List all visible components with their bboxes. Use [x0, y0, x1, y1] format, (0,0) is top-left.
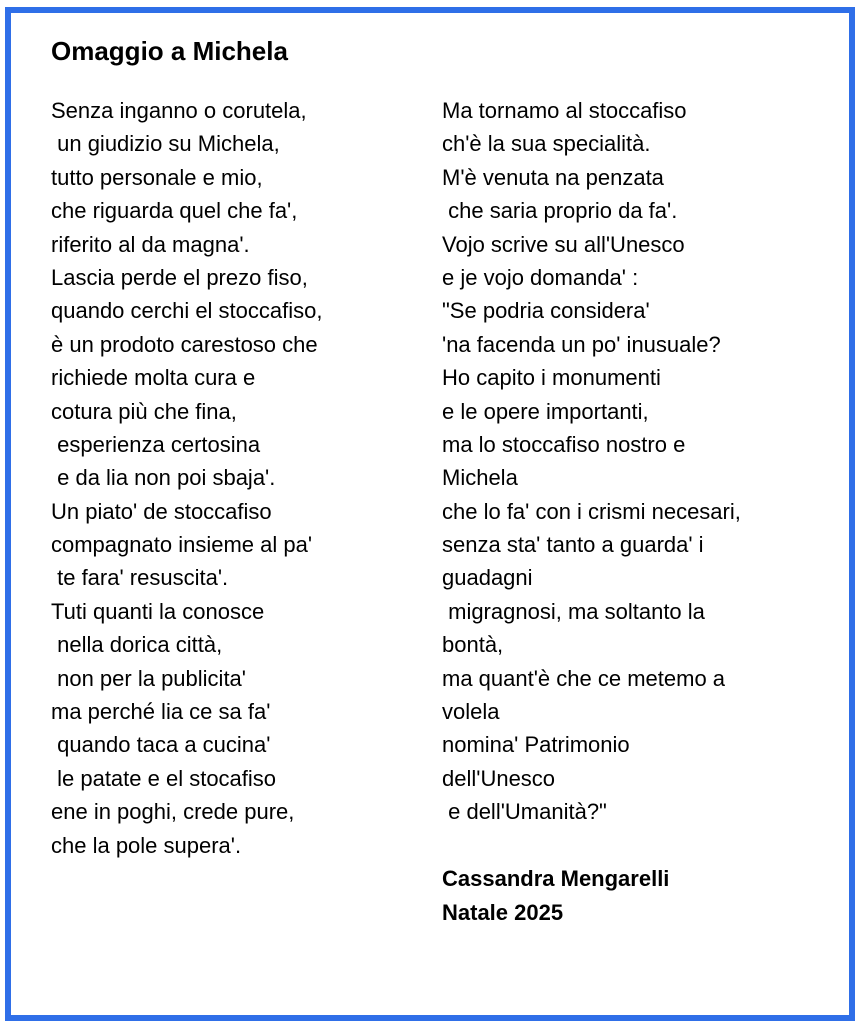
poem-line: Senza inganno o corutela, — [51, 98, 307, 123]
poem-line: te fara' resuscita'. — [51, 565, 229, 591]
poem-line: ma perché lia ce sa fa' — [51, 699, 271, 725]
poem-line: non per la publicita' — [51, 665, 246, 691]
poem-line: quando taca a cucina' — [51, 732, 271, 758]
poem-line: nella dorica città, — [51, 632, 223, 658]
poem-line: richiede molta cura e — [51, 365, 256, 391]
poem-line: Vojo scrive su all'Unesco — [442, 231, 685, 257]
poem-line: che riguarda quel che fa', — [51, 198, 298, 224]
poem-date: Natale 2025 — [442, 900, 564, 925]
poem-line: esperienza certosina — [51, 431, 261, 457]
poem-line: tutto personale e mio, — [51, 164, 263, 190]
poem-line: le patate e el stocafiso — [51, 765, 277, 791]
poem-line: Ma tornamo al stoccafiso — [442, 98, 687, 123]
poem-line: senza sta' tanto a guarda' i — [442, 532, 704, 558]
signature-block — [442, 862, 669, 930]
poem-line: "Se podria considera' — [442, 298, 650, 324]
poem-line: Lascia perde el prezo fiso, — [51, 264, 308, 290]
poem-line: e dell'Umanità?" — [442, 799, 607, 825]
poem-line: Tuti quanti la conosce — [51, 598, 265, 624]
poem-line: M'è venuta na penzata — [442, 164, 664, 190]
poem-line: che la pole supera'. — [51, 832, 242, 858]
poem-line: 'na facenda un po' inusuale? — [442, 331, 721, 357]
poem-line: guadagni — [442, 565, 533, 591]
poem-line: volela — [442, 699, 500, 725]
poem-line: nomina' Patrimonio — [442, 732, 630, 758]
poem-line: Michela — [442, 465, 518, 491]
author-name: Cassandra Mengarelli — [442, 866, 670, 891]
poem-line: che saria proprio da fa'. — [442, 198, 678, 224]
poem-line: e je vojo domanda' : — [442, 264, 639, 290]
poem-line: cotura più che fina, — [51, 398, 237, 424]
poem-title: Omaggio a Michela — [51, 36, 288, 66]
poem-line: ma quant'è che ce metemo a — [442, 665, 726, 691]
poem-line: un giudizio su Michela, — [51, 131, 280, 157]
poem-line: che lo fa' con i crismi necesari, — [442, 498, 741, 524]
poem-line: ene in poghi, crede pure, — [51, 799, 295, 825]
poem-line: ch'è la sua specialità. — [442, 131, 651, 157]
poem-line: e da lia non poi sbaja'. — [51, 465, 276, 491]
poem-line: ma lo stoccafiso nostro e — [442, 431, 686, 457]
poem-left-column — [51, 94, 323, 862]
poem-right-column — [442, 94, 741, 829]
poem-line: quando cerchi el stoccafiso, — [51, 298, 323, 324]
poem-line: Ho capito i monumenti — [442, 365, 661, 391]
poem-line: è un prodoto carestoso che — [51, 331, 318, 357]
poem-line: Un piato' de stoccafiso — [51, 498, 272, 524]
poem-line: e le opere importanti, — [442, 398, 649, 424]
poem-line: bontà, — [442, 632, 504, 658]
poem-line: dell'Unesco — [442, 765, 556, 791]
poem-line: compagnato insieme al pa' — [51, 532, 313, 558]
poem-line: migragnosi, ma soltanto la — [442, 598, 705, 624]
poem-line: riferito al da magna'. — [51, 231, 250, 257]
